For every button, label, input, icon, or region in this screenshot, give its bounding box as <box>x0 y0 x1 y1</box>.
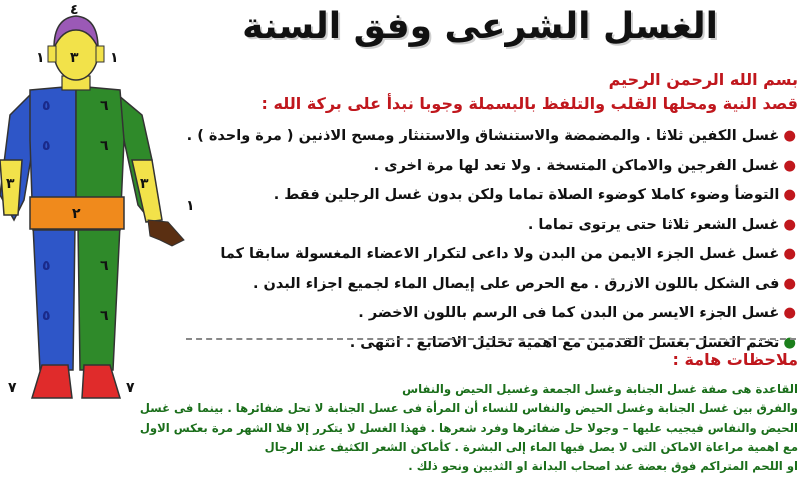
step-item <box>196 240 796 270</box>
label-head: ٤ <box>70 2 79 18</box>
bullet-icon: ● <box>783 157 796 174</box>
label-arm-left: ٣ <box>140 176 149 192</box>
step-text: غسل الفرجين والاماكن المتسخة . ولا تعد لها مرة اخرى . <box>373 157 780 174</box>
left-hand <box>148 220 184 246</box>
ear-left <box>96 46 104 62</box>
step-text: غسل الكفين ثلاثا . والمضمضة والاستنشاق والاستنثار ومسح الاذنين ( مرة واحدة ) . <box>186 128 780 144</box>
bullet-icon: ● <box>783 128 796 144</box>
label-left-side-1: ٦ <box>100 98 109 114</box>
label-foot-left: ٧ <box>126 380 135 396</box>
label-right-side-3: ٥ <box>42 258 51 274</box>
step-item <box>196 299 796 329</box>
left-leg-green <box>78 225 120 370</box>
basmala: بسم الله الرحمن الرحيم <box>608 70 798 89</box>
label-right-side-2: ٥ <box>42 138 51 154</box>
note-line: والفرق بين غسل الجنابة وغسل الحيض والنفاس للنساء أن المرأة فى عسل الجنابة لا تحل ضفائرها . بينما فى غسل <box>139 401 798 416</box>
bullet-icon: ● <box>783 246 796 262</box>
label-right-side-4: ٥ <box>42 308 51 324</box>
step-item <box>196 270 796 300</box>
intention-line: قصد النية ومحلها القلب والتلفظ بالبسملة وجوبا نبدأ على بركة الله : <box>261 94 798 113</box>
step-text: تختم الغسل بغسل القدمين مع اهمية تخليل الاصابع . انتهى . <box>349 334 780 351</box>
label-left-side-4: ٦ <box>100 308 109 324</box>
step-item <box>196 181 796 211</box>
step-item <box>196 152 796 182</box>
label-arm-right: ٣ <box>6 176 15 192</box>
label-waist: ٢ <box>72 206 81 222</box>
note-line: الحيض والنفاس فيجيب عليها – وجولا حل ضفائرها وفرد شعرها . فهذا الغسل لا يتكرر إلا فلا الشهر مرة بعكس الاول <box>139 420 798 435</box>
step-text: التوضأ وضوء كاملا كوضوء الصلاة تماما ولكن بدون غسل الرجلين فقط . <box>273 187 780 203</box>
note-line: القاعدة هى صفة غسل الجنابة وغسل الجمعة وغسيل الحيض والنفاس <box>402 382 798 396</box>
label-ear-right: ١ <box>36 50 45 66</box>
bullet-icon: ● <box>783 216 796 233</box>
section-divider <box>186 338 796 340</box>
step-text: فى الشكل باللون الازرق . مع الحرص على إيصال الماء لجميع اجزاء البدن . <box>253 275 780 292</box>
page-title: الغسل الشرعى وفق السنة <box>242 6 718 47</box>
notes-heading: ملاحظات هامة : <box>672 350 798 369</box>
label-left-side-3: ٦ <box>100 258 109 274</box>
step-text: غسل الجزء الايسر من البدن كما فى الرسم باللون الاخضر . <box>358 305 780 321</box>
bullet-icon: ● <box>783 334 796 351</box>
step-text: غسل الشعر ثلاثا حتى يرتوى تماما . <box>527 216 780 233</box>
note-line: مع اهمية مراعاة الاماكن التى لا يصل فيها الماء إلى البشرة . كأماكن الشعر الكثيف عند الرجال <box>264 439 798 454</box>
bullet-icon: ● <box>783 275 796 292</box>
body-diagram <box>0 0 200 410</box>
step-item <box>186 122 796 152</box>
bullet-icon: ● <box>783 187 796 203</box>
step-text: غسل غسل الجزء الايمن من البدن ولا داعى لتكرار الاعضاء المغسولة سابقا كما <box>220 246 780 262</box>
step-item <box>196 211 796 241</box>
bullet-icon: ● <box>783 305 796 321</box>
label-left-side-2: ٦ <box>100 138 109 154</box>
label-hand-right: ١ <box>186 198 195 214</box>
notes-list <box>2 380 798 476</box>
note-line: او اللحم المتراكم فوق بعضة عند اصحاب البدانة او الثديين ونحو ذلك . <box>408 459 798 474</box>
ear-right <box>48 46 56 62</box>
label-ear-left: ١ <box>110 50 119 66</box>
label-foot-right: ٧ <box>8 380 17 396</box>
steps-list <box>186 122 796 358</box>
label-right-side-1: ٥ <box>42 98 51 114</box>
label-face: ٣ <box>70 50 79 66</box>
right-leg-blue <box>33 225 75 370</box>
